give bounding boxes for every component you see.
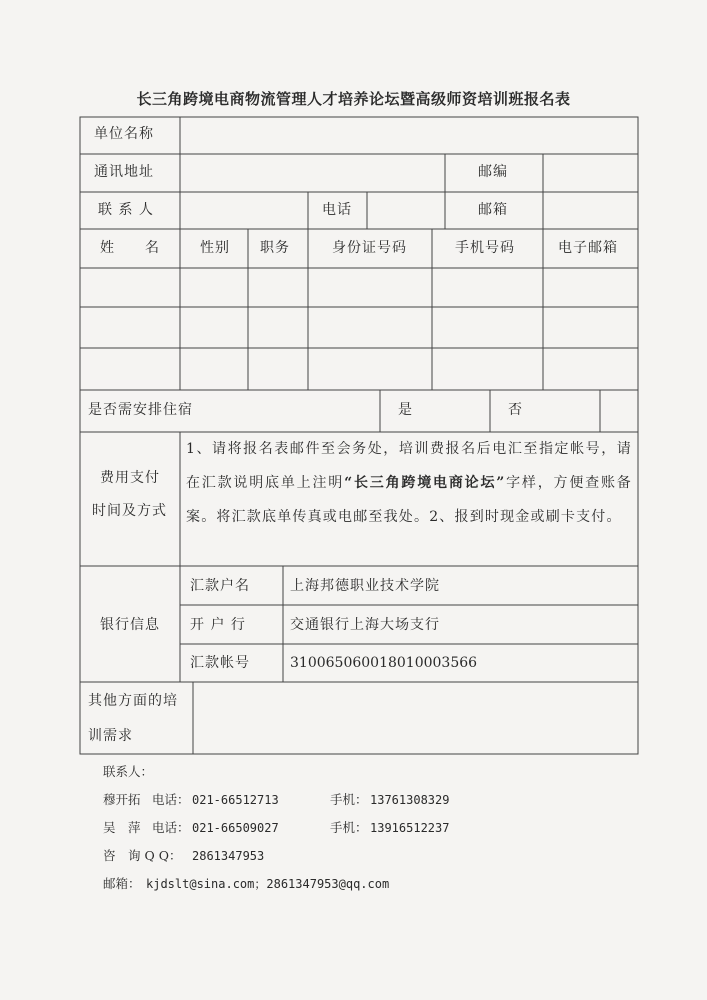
contact-1-mobile: 13761308329 [370, 793, 450, 807]
contact-1-phone-label: 电话： [152, 792, 190, 807]
contact-email: kjdslt@sina.com；2861347953@qq.com [146, 877, 390, 891]
contact-person-label: 联 系 人 [98, 202, 154, 218]
accommodation-no: 否 [508, 402, 523, 418]
postcode-label: 邮编 [478, 164, 508, 180]
contact-1-phone: 021-66512713 [192, 793, 279, 807]
payment-instructions [186, 432, 632, 534]
account-name-value: 上海邦德职业技术学院 [290, 578, 440, 594]
payment-label-line1: 费用支付 [100, 470, 160, 486]
payment-text-part1: 1、请将报名表邮件至会务处，培训费报名后电汇至指定帐号，请在汇款说明底单上注明 [186, 441, 632, 491]
form-title: 长三角跨境电商物流管理人才培养论坛暨高级师资培训班报名表 [136, 90, 571, 108]
contact-2-mobile-label: 手机： [330, 820, 368, 835]
accommodation-label: 是否需安排住宿 [88, 402, 193, 418]
contact-2-phone: 021-66509027 [192, 821, 279, 835]
payment-label-line2: 时间及方式 [92, 503, 167, 519]
phone-label: 电话 [322, 202, 352, 218]
account-number-value: 310065060018010003566 [290, 655, 478, 671]
contact-2-name: 吴 萍 [103, 820, 141, 835]
column-name: 姓 名 [100, 240, 160, 256]
bank-branch-value: 交通银行上海大场支行 [290, 617, 440, 633]
column-mobile: 手机号码 [455, 240, 515, 256]
bank-branch-label: 开 户 行 [190, 617, 246, 633]
email-label: 邮箱： [103, 876, 141, 891]
payment-text-part2: 字样，方便查账备案。将汇款底单传真或电邮至我处。2、报到时现金或刷卡支付。 [186, 475, 632, 525]
column-email: 电子邮箱 [558, 240, 618, 256]
other-needs-label-line1: 其他方面的培 [88, 693, 178, 709]
contact-1-mobile-label: 手机： [330, 792, 368, 807]
qq-label: 咨 询 Q Q： [103, 848, 182, 863]
unit-name-label: 单位名称 [94, 126, 154, 142]
account-number-label: 汇款帐号 [190, 655, 250, 671]
contact-1-name: 穆开拓 [103, 792, 141, 807]
column-position: 职务 [260, 240, 290, 256]
payment-text-bold: “长三角跨境电商论坛” [344, 475, 506, 491]
contact-2-phone-label: 电话： [152, 820, 190, 835]
contacts-heading: 联系人： [103, 764, 154, 779]
qq-number: 2861347953 [192, 849, 265, 863]
other-needs-label-line2: 训需求 [88, 728, 133, 744]
contact-2-mobile: 13916512237 [370, 821, 450, 835]
accommodation-yes: 是 [398, 402, 413, 418]
address-label: 通讯地址 [94, 164, 154, 180]
account-name-label: 汇款户名 [190, 578, 250, 594]
bank-label: 银行信息 [100, 617, 160, 633]
mailbox-label: 邮箱 [478, 202, 508, 218]
column-id-number: 身份证号码 [332, 240, 407, 256]
column-gender: 性别 [200, 240, 230, 256]
